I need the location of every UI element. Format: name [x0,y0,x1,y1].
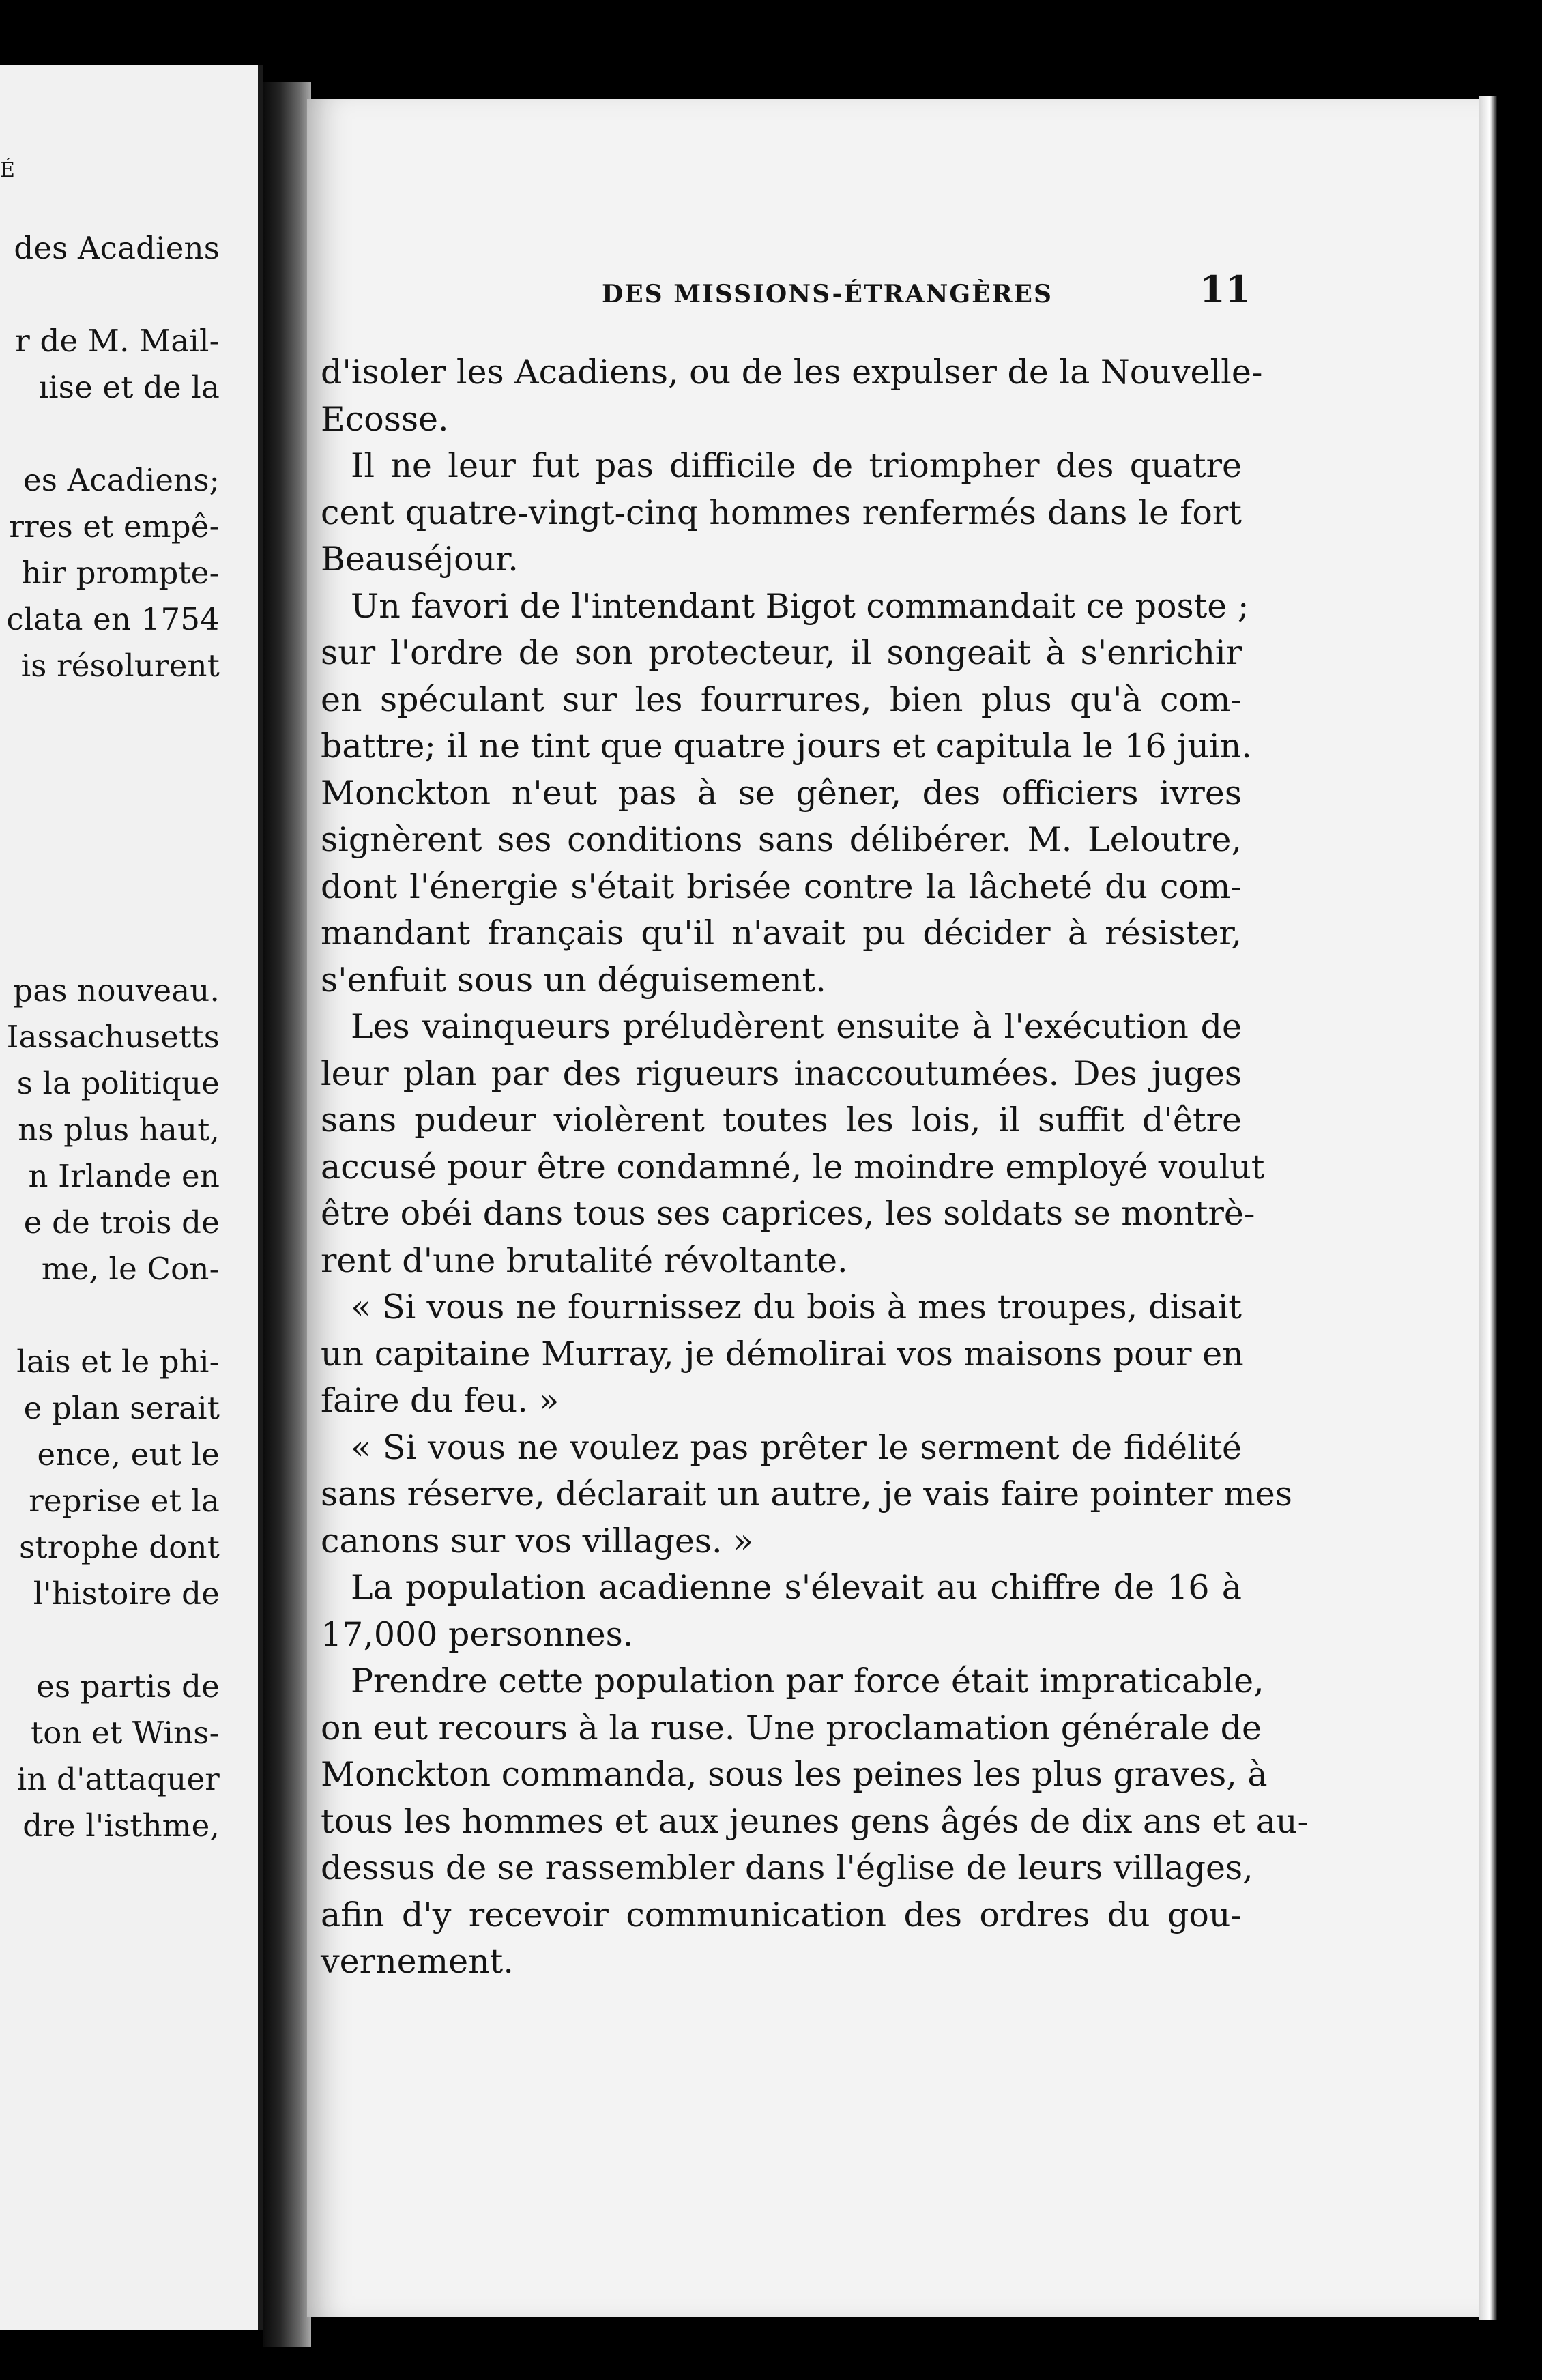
text-line: un capitaine Murray, je démolirai vos maisons pour en [321,1334,1244,1374]
left-page-line: pas nouveau. [13,972,220,1008]
left-page-line: s la politique [16,1065,220,1101]
left-page-line: me, le Con- [41,1251,220,1287]
left-page-line: ıise et de la [38,369,220,405]
left-page-line: lais et le phi- [16,1344,220,1380]
text-line: accusé pour être condamné, le moindre employé voulut [321,1147,1265,1187]
text-line: signèrent ses conditions sans délibérer. M. Leloutre, [321,820,1242,859]
left-page-line: is résolurent [20,648,220,684]
text-line: dessus de se rassembler dans l'église de leurs villages, [321,1848,1253,1887]
text-line: mandant français qu'il n'avait pu décider à résister, [321,914,1242,953]
text-line: Monckton n'eut pas à se gêner, des officiers ivres [321,773,1242,813]
text-line: sans pudeur violèrent toutes les lois, il suffit d'être [321,1101,1242,1140]
left-page-line: clata en 1754 [6,601,220,637]
left-page-text [0,116,259,1849]
left-page-line: r de M. Mail- [15,323,220,359]
left-page-line: ns plus haut, [18,1112,220,1148]
left-page-line: ton et Wins- [30,1715,220,1751]
book-gutter-shadow [263,82,311,2347]
text-line: Les vainqueurs préludèrent ensuite à l'exécution de [351,1007,1242,1046]
left-page-line: ence, eut le [37,1436,220,1472]
left-page-line: des Acadiens [14,230,220,266]
left-page-line [0,782,259,828]
left-page-line: es partis de [36,1668,220,1704]
text-line: sur l'ordre de son protecteur, il songeait à s'enrichir [321,633,1242,672]
text-line: d'isoler les Acadiens, ou de les expulser de la Nouvelle- [321,353,1263,392]
left-page-fragment [0,65,259,2330]
text-line: « Si vous ne voulez pas prêter le serment de fidélité [351,1427,1242,1467]
text-line: en spéculant sur les fourrures, bien plus qu'à com- [321,680,1242,719]
left-page-line [0,875,259,921]
text-line: afin d'y recevoir communication des ordres du gou- [321,1895,1242,1934]
text-line: 17,000 personnes. [321,1614,634,1654]
text-line: Beauséjour. [321,540,519,579]
running-head: DES MISSIONS-ÉTRANGÈRES [602,280,1053,308]
page-number: 11 [1199,267,1251,311]
left-page-line [0,736,259,782]
text-line: être obéi dans tous ses caprices, les soldats se montrè- [321,1194,1255,1233]
text-line: Prendre cette population par force était impraticable, [351,1661,1264,1700]
left-page-line [0,272,259,318]
text-line: battre; il ne tint que quatre jours et capitula le 16 juin. [321,727,1252,766]
text-line: tous les hommes et aux jeunes gens âgés de dix ans et au- [321,1801,1309,1841]
text-line: Il ne leur fut pas difficile de triompher des quatre [351,446,1242,485]
text-line: rent d'une brutalité révoltante. [321,1240,848,1280]
left-page-line: É [0,158,16,182]
left-page-line [0,1617,259,1664]
text-line: La population acadienne s'élevait au chiffre de 16 à [351,1568,1242,1607]
left-page-line [0,1292,259,1339]
right-page-edge [1479,96,1497,2320]
left-page-line: hir prompte- [21,555,220,591]
text-line: « Si vous ne fournissez du bois à mes troupes, disait [351,1288,1242,1326]
text-line: s'enfuit sous un déguisement. [321,960,826,1000]
left-page-line: rres et empê- [9,508,220,545]
left-page-line [0,828,259,875]
left-page-line [0,411,259,457]
text-line: on eut recours à la ruse. Une proclamation générale de [321,1708,1262,1747]
left-page-line: l'histoire de [33,1576,220,1612]
text-line: sans réserve, déclarait un autre, je vais faire pointer mes [321,1475,1292,1513]
left-page-line: e de trois de [23,1204,220,1240]
left-page-line [0,921,259,968]
left-page-line: es Acadiens; [23,462,220,498]
text-line: faire du feu. » [321,1381,559,1420]
left-page-line: Iassachusetts [6,1019,220,1055]
left-page-line: in d'attaquer [16,1761,220,1797]
text-line: Un favori de l'intendant Bigot commandait ce poste ; [351,586,1249,626]
left-page-line: strophe dont [19,1529,220,1565]
text-line: cent quatre-vingt-cinq hommes renfermés dans le fort [321,493,1242,532]
text-line: Monckton commanda, sous les peines les plus graves, à [321,1755,1268,1794]
left-page-line: e plan serait [23,1390,220,1426]
left-page-line: reprise et la [29,1483,220,1519]
text-line: vernement. [321,1942,514,1981]
text-line: canons sur vos villages. » [321,1521,754,1561]
left-page-edge [258,65,263,2330]
left-page-line [0,689,259,736]
left-page-line: dre l'isthme, [23,1808,220,1844]
body-text [321,349,1309,1986]
text-line: leur plan par des rigueurs inaccoutumées. Des juges [321,1054,1242,1093]
left-page-line: n Irlande en [28,1158,220,1194]
text-line: dont l'énergie s'était brisée contre la lâcheté du com- [321,867,1242,906]
text-line: Ecosse. [321,399,449,439]
